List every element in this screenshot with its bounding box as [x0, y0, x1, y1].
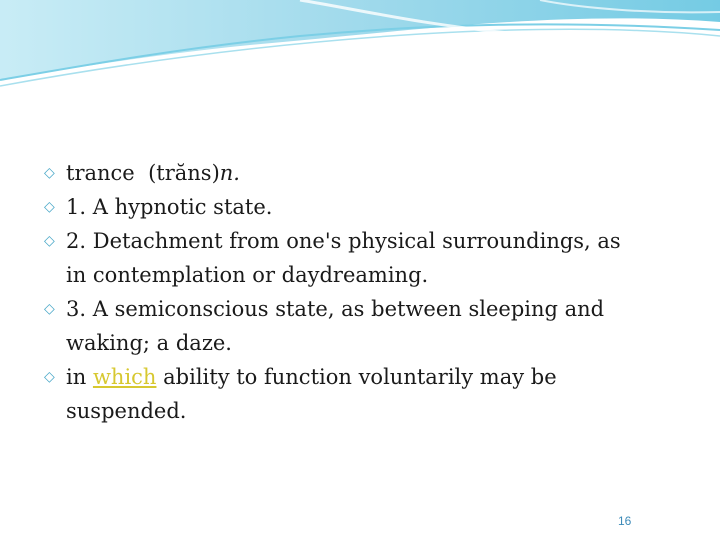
part-of-speech: n. [219, 161, 240, 185]
note-text: ability to function voluntarily may be suspended. [66, 365, 557, 423]
which-link[interactable]: which [92, 365, 157, 389]
definition-number: 1. [66, 195, 87, 219]
headword: trance [66, 161, 135, 185]
bullet-icon: ◇ [44, 233, 55, 249]
definition-number: 3. [66, 297, 87, 321]
list-item-def-2 [44, 224, 644, 292]
header-wave-decoration [0, 0, 720, 110]
note-prefix: in [66, 365, 87, 389]
list-item-def-1 [44, 190, 644, 224]
bullet-icon: ◇ [44, 301, 55, 317]
bullet-icon: ◇ [44, 165, 55, 181]
bullet-icon: ◇ [44, 369, 55, 385]
pronunciation: (trăns) [148, 161, 220, 185]
definition-text: A semiconscious state, as between sleeping and waking; a daze. [66, 297, 605, 355]
definition-list [44, 156, 644, 428]
definition-text: A hypnotic state. [92, 195, 273, 219]
list-item-def-3 [44, 292, 644, 360]
definition-text: Detachment from one's physical surroundings, as in contemplation or daydreaming. [66, 229, 621, 287]
page-number: 16 [618, 514, 632, 528]
list-item-headword [44, 156, 644, 190]
definition-number: 2. [66, 229, 87, 253]
list-item-note [44, 360, 644, 428]
bullet-icon: ◇ [44, 199, 55, 215]
